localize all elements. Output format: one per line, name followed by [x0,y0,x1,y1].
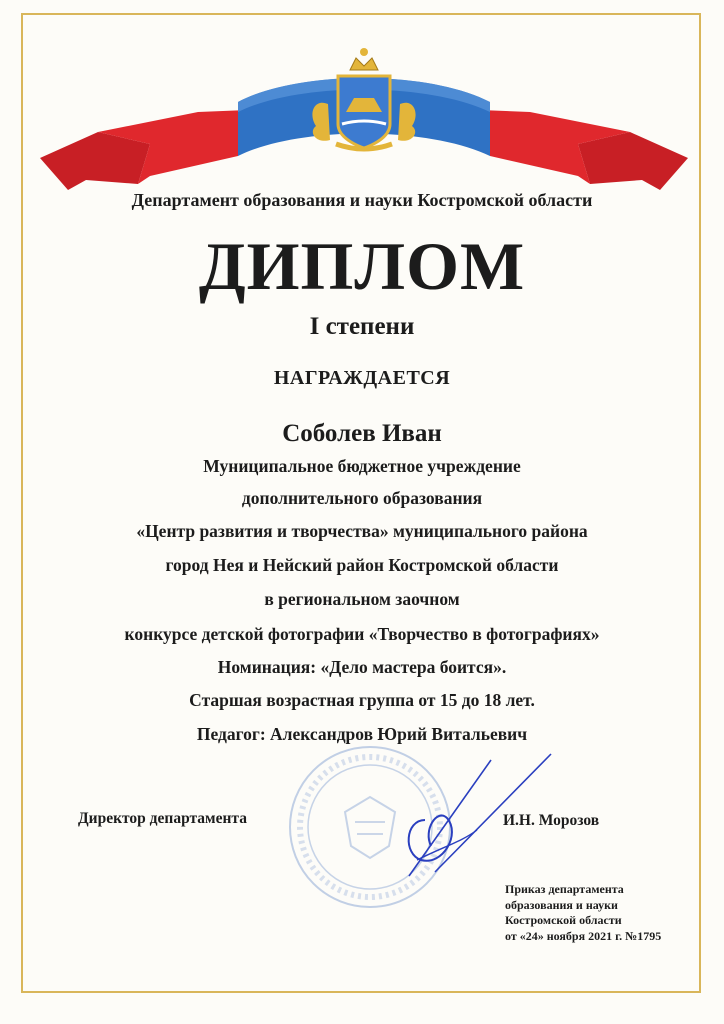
description-line: в региональном заочном [264,589,460,609]
teacher-line: Педагог: Александров Юрий Витальевич [196,724,528,744]
order-line: Приказ департамента [505,882,624,896]
description-line: Муниципальное бюджетное учреждение [203,456,521,476]
department-name: Департамент образования и науки Костромской области [131,190,593,210]
description-line: «Центр развития и творчества» муниципального района [136,521,588,541]
signatory-name: И.Н. Морозов [503,812,600,829]
awarded-label: НАГРАЖДАЕТСЯ [273,367,451,389]
order-line: от «24» ноября 2021 г. №1795 [505,928,662,943]
ribbon-banner [38,40,690,200]
signatory-position: Директор департамента [78,810,247,827]
description-line: дополнительного образования [241,488,483,508]
diploma-title: ДИПЛОМ [198,228,526,304]
description-line: конкурсе детской фотографии «Творчество в фотографиях» [124,624,600,644]
order-line: Костромской области [505,913,622,928]
age-group-line: Старшая возрастная группа от 15 до 18 лет. [189,690,535,710]
diploma-degree: I степени [309,313,415,340]
recipient-name: Соболев Иван [282,420,442,447]
nomination-line: Номинация: «Дело мастера боится». [217,657,507,677]
order-line: образования и науки [505,897,618,912]
description-line: город Нея и Нейский район Костромской области [165,555,559,575]
order-reference [505,882,661,944]
